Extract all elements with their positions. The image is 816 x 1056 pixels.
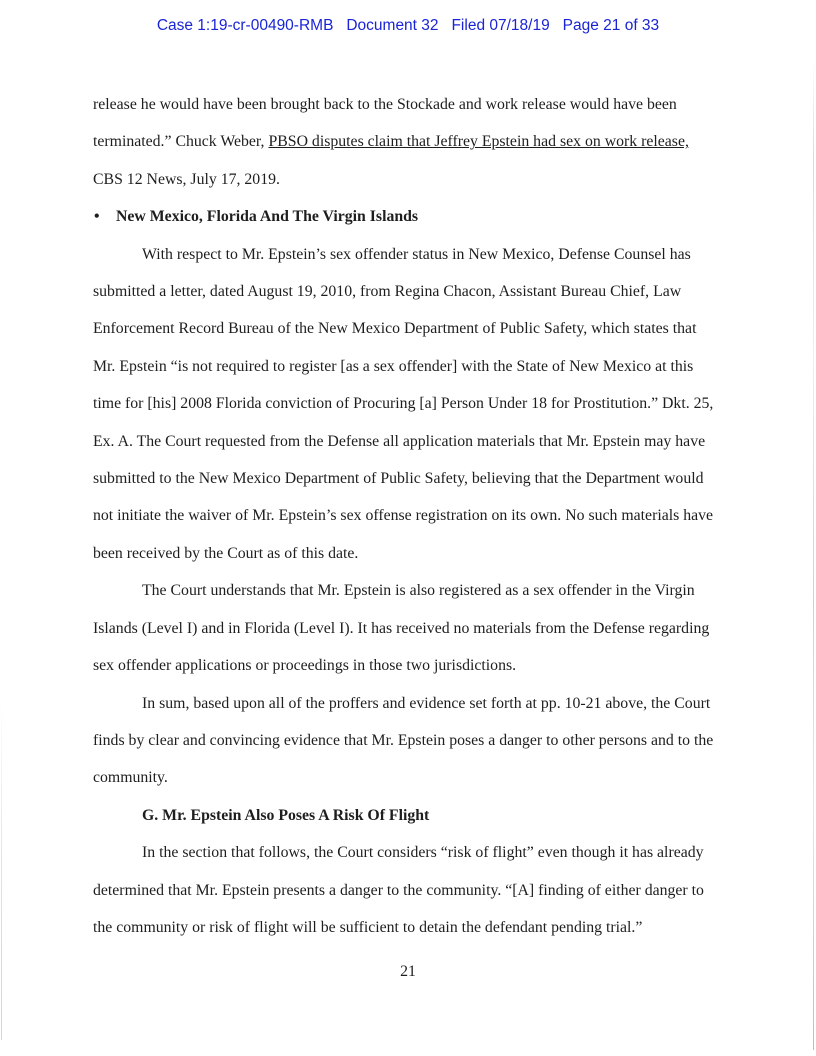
paragraph-new-mexico: With respect to Mr. Epstein’s sex offender status in New Mexico, Defense Counsel has submitted a letter, dated August 19, 2010, from Regina Chacon, Assistant Bureau Chief, Law Enforcement Record Bureau of the New Mexico Department of Public Safety, which states that Mr. Epstein “is not required to register [as a sex offender] with the State of New Mexico at this time for [his] 2008 Florida conviction of Procuring [a] Person Under 18 for Prostitution.” Dkt. 25, Ex. A. The Court requested from the Defense all application materials that Mr. Epstein may have submitted to the New Mexico Department of Public Safety, believing that the Department would not initiate the waiver of Mr. Epstein’s sex offense registration on its own. No such materials have been received by the Court as of this date. bbox=[93, 245, 714, 562]
document-body bbox=[93, 86, 719, 946]
paragraph-text: release he would have been brought back to the Stockade and work release would have been terminated.” Chuck Weber, bbox=[93, 96, 677, 151]
case-number: Case 1:19-cr-00490-RMB bbox=[156, 17, 334, 34]
article-citation-link[interactable]: PBSO disputes claim that Jeffrey Epstein had sex on work release, bbox=[268, 133, 689, 151]
ecf-header bbox=[0, 17, 816, 35]
paragraph-text: CBS 12 News, July 17, 2019. bbox=[93, 170, 280, 188]
scan-edge-left bbox=[1, 700, 2, 1040]
paragraph-continuation bbox=[93, 86, 719, 198]
page-number: 21 bbox=[400, 963, 416, 980]
paragraph-virgin-islands-florida: The Court understands that Mr. Epstein is also registered as a sex offender in the Virgin Islands (Level I) and in Florida (Level I). It has received no materials from the Defense regarding sex offender applications or proceedings in those two jurisdictions. bbox=[93, 582, 710, 675]
bullet-heading-text: New Mexico, Florida And The Virgin Islands bbox=[116, 208, 419, 226]
paragraph-danger-finding: In sum, based upon all of the proffers and evidence set forth at pp. 10-21 above, the Court finds by clear and convincing evidence that Mr. Epstein poses a danger to other persons and to the community. bbox=[93, 694, 714, 787]
bullet-heading bbox=[93, 198, 719, 235]
bullet-icon: • bbox=[94, 208, 100, 226]
filed-date: Filed 07/18/19 bbox=[451, 17, 550, 34]
document-number: Document 32 bbox=[346, 17, 439, 34]
page-of-total: Page 21 of 33 bbox=[562, 17, 660, 34]
paragraph-risk-of-flight: In the section that follows, the Court considers “risk of flight” even though it has already determined that Mr. Epstein presents a danger to the community. “[A] finding of either danger to the community or risk of flight will be sufficient to detain the defendant pending trial.” bbox=[93, 844, 704, 936]
section-heading: G. Mr. Epstein Also Poses A Risk Of Flight bbox=[142, 806, 430, 824]
scan-edge-right bbox=[813, 60, 814, 1050]
